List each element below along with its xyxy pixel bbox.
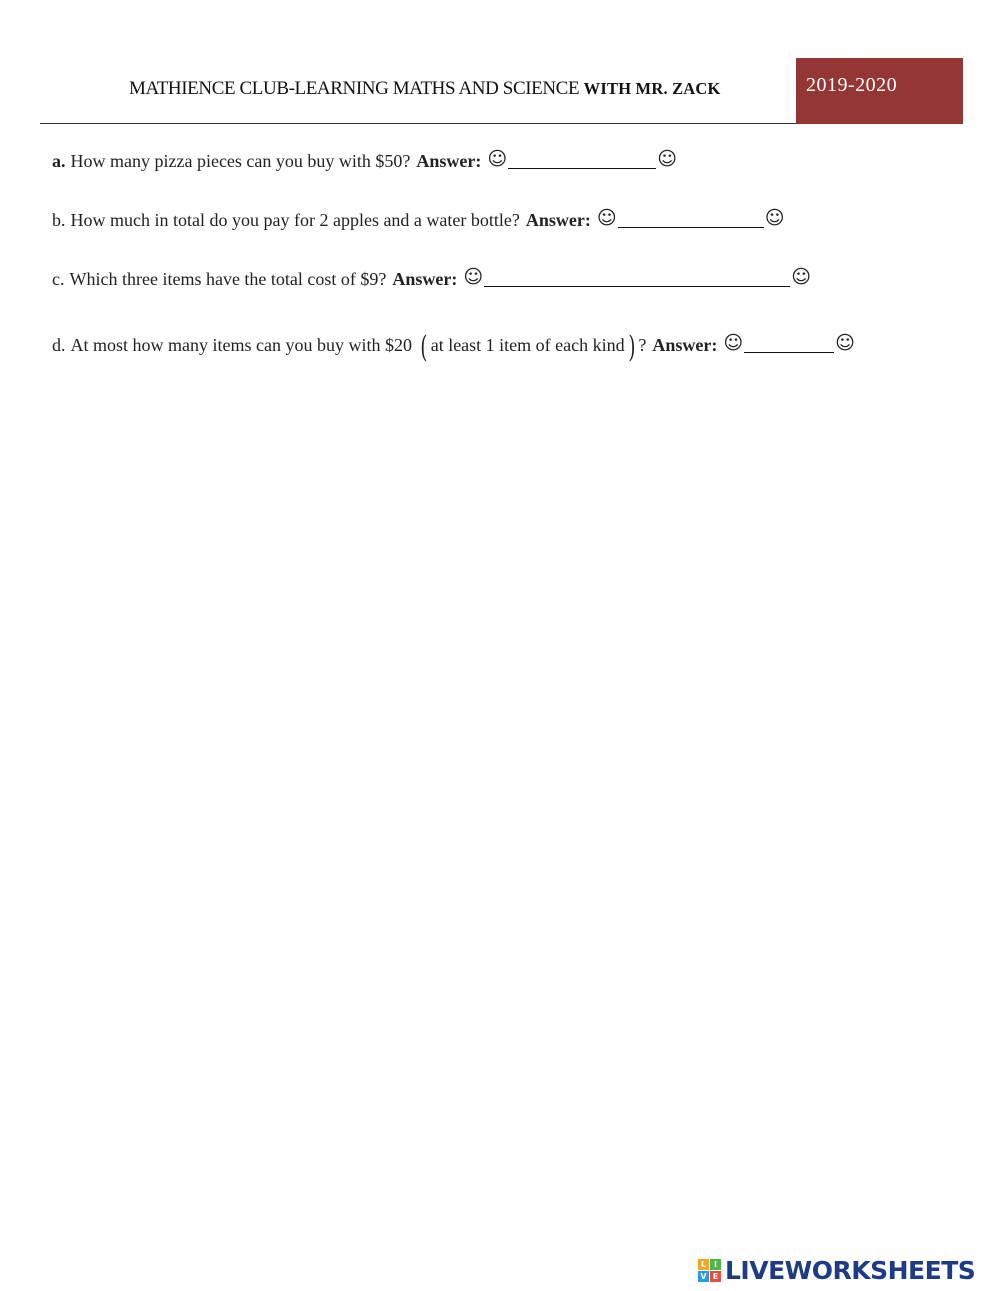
year-badge: 2019-2020 — [796, 58, 963, 124]
question-text: How many pizza pieces can you buy with $50? — [70, 151, 411, 171]
question-b — [52, 209, 785, 231]
question-note: at least 1 item of each kind — [430, 335, 625, 355]
answer-label: Answer: — [416, 151, 482, 171]
answer-blank-a[interactable] — [508, 152, 656, 169]
header-divider — [40, 123, 796, 124]
question-d — [52, 327, 855, 365]
logo-block: L — [698, 1259, 709, 1270]
logo-block: I — [710, 1259, 721, 1270]
answer-blank-c[interactable] — [484, 270, 790, 287]
open-paren: ( — [420, 330, 428, 365]
smiley-icon: ☺ — [723, 332, 744, 354]
smiley-icon: ☺ — [764, 207, 785, 229]
question-label: d. — [52, 335, 66, 355]
smiley-icon: ☺ — [596, 207, 617, 229]
worksheet-header — [40, 58, 963, 124]
answer-blank-b[interactable] — [618, 211, 764, 228]
answer-label: Answer: — [392, 269, 458, 289]
question-text: At most how many items can you buy with $20 — [70, 335, 412, 355]
answer-label: Answer: — [652, 335, 718, 355]
logo-blocks-icon — [698, 1259, 721, 1282]
question-label: c. — [52, 269, 65, 289]
answer-blank-d[interactable] — [744, 336, 834, 353]
question-mark: ? — [638, 335, 647, 355]
logo-block: E — [710, 1271, 721, 1282]
smiley-icon: ☺ — [791, 266, 812, 288]
close-paren: ) — [627, 330, 636, 365]
question-label: a. — [52, 151, 66, 171]
liveworksheets-logo — [698, 1256, 975, 1285]
smiley-icon: ☺ — [463, 266, 484, 288]
question-label: b. — [52, 210, 66, 230]
smiley-icon: ☺ — [835, 332, 855, 354]
question-text: How much in total do you pay for 2 apples and a water bottle? — [70, 210, 520, 230]
title-main: MATHIENCE CLUB-LEARNING MATHS AND SCIENCE — [129, 78, 580, 99]
logo-text: LIVEWORKSHEETS — [725, 1256, 976, 1285]
question-c — [52, 268, 811, 290]
question-text: Which three items have the total cost of $9? — [69, 269, 387, 289]
logo-block: V — [698, 1271, 709, 1282]
smiley-icon: ☺ — [657, 148, 678, 170]
question-a — [52, 150, 677, 172]
answer-label: Answer: — [525, 210, 591, 230]
smiley-icon: ☺ — [487, 148, 508, 170]
title-suffix: WITH MR. ZACK — [583, 79, 721, 98]
page-title — [129, 78, 721, 100]
